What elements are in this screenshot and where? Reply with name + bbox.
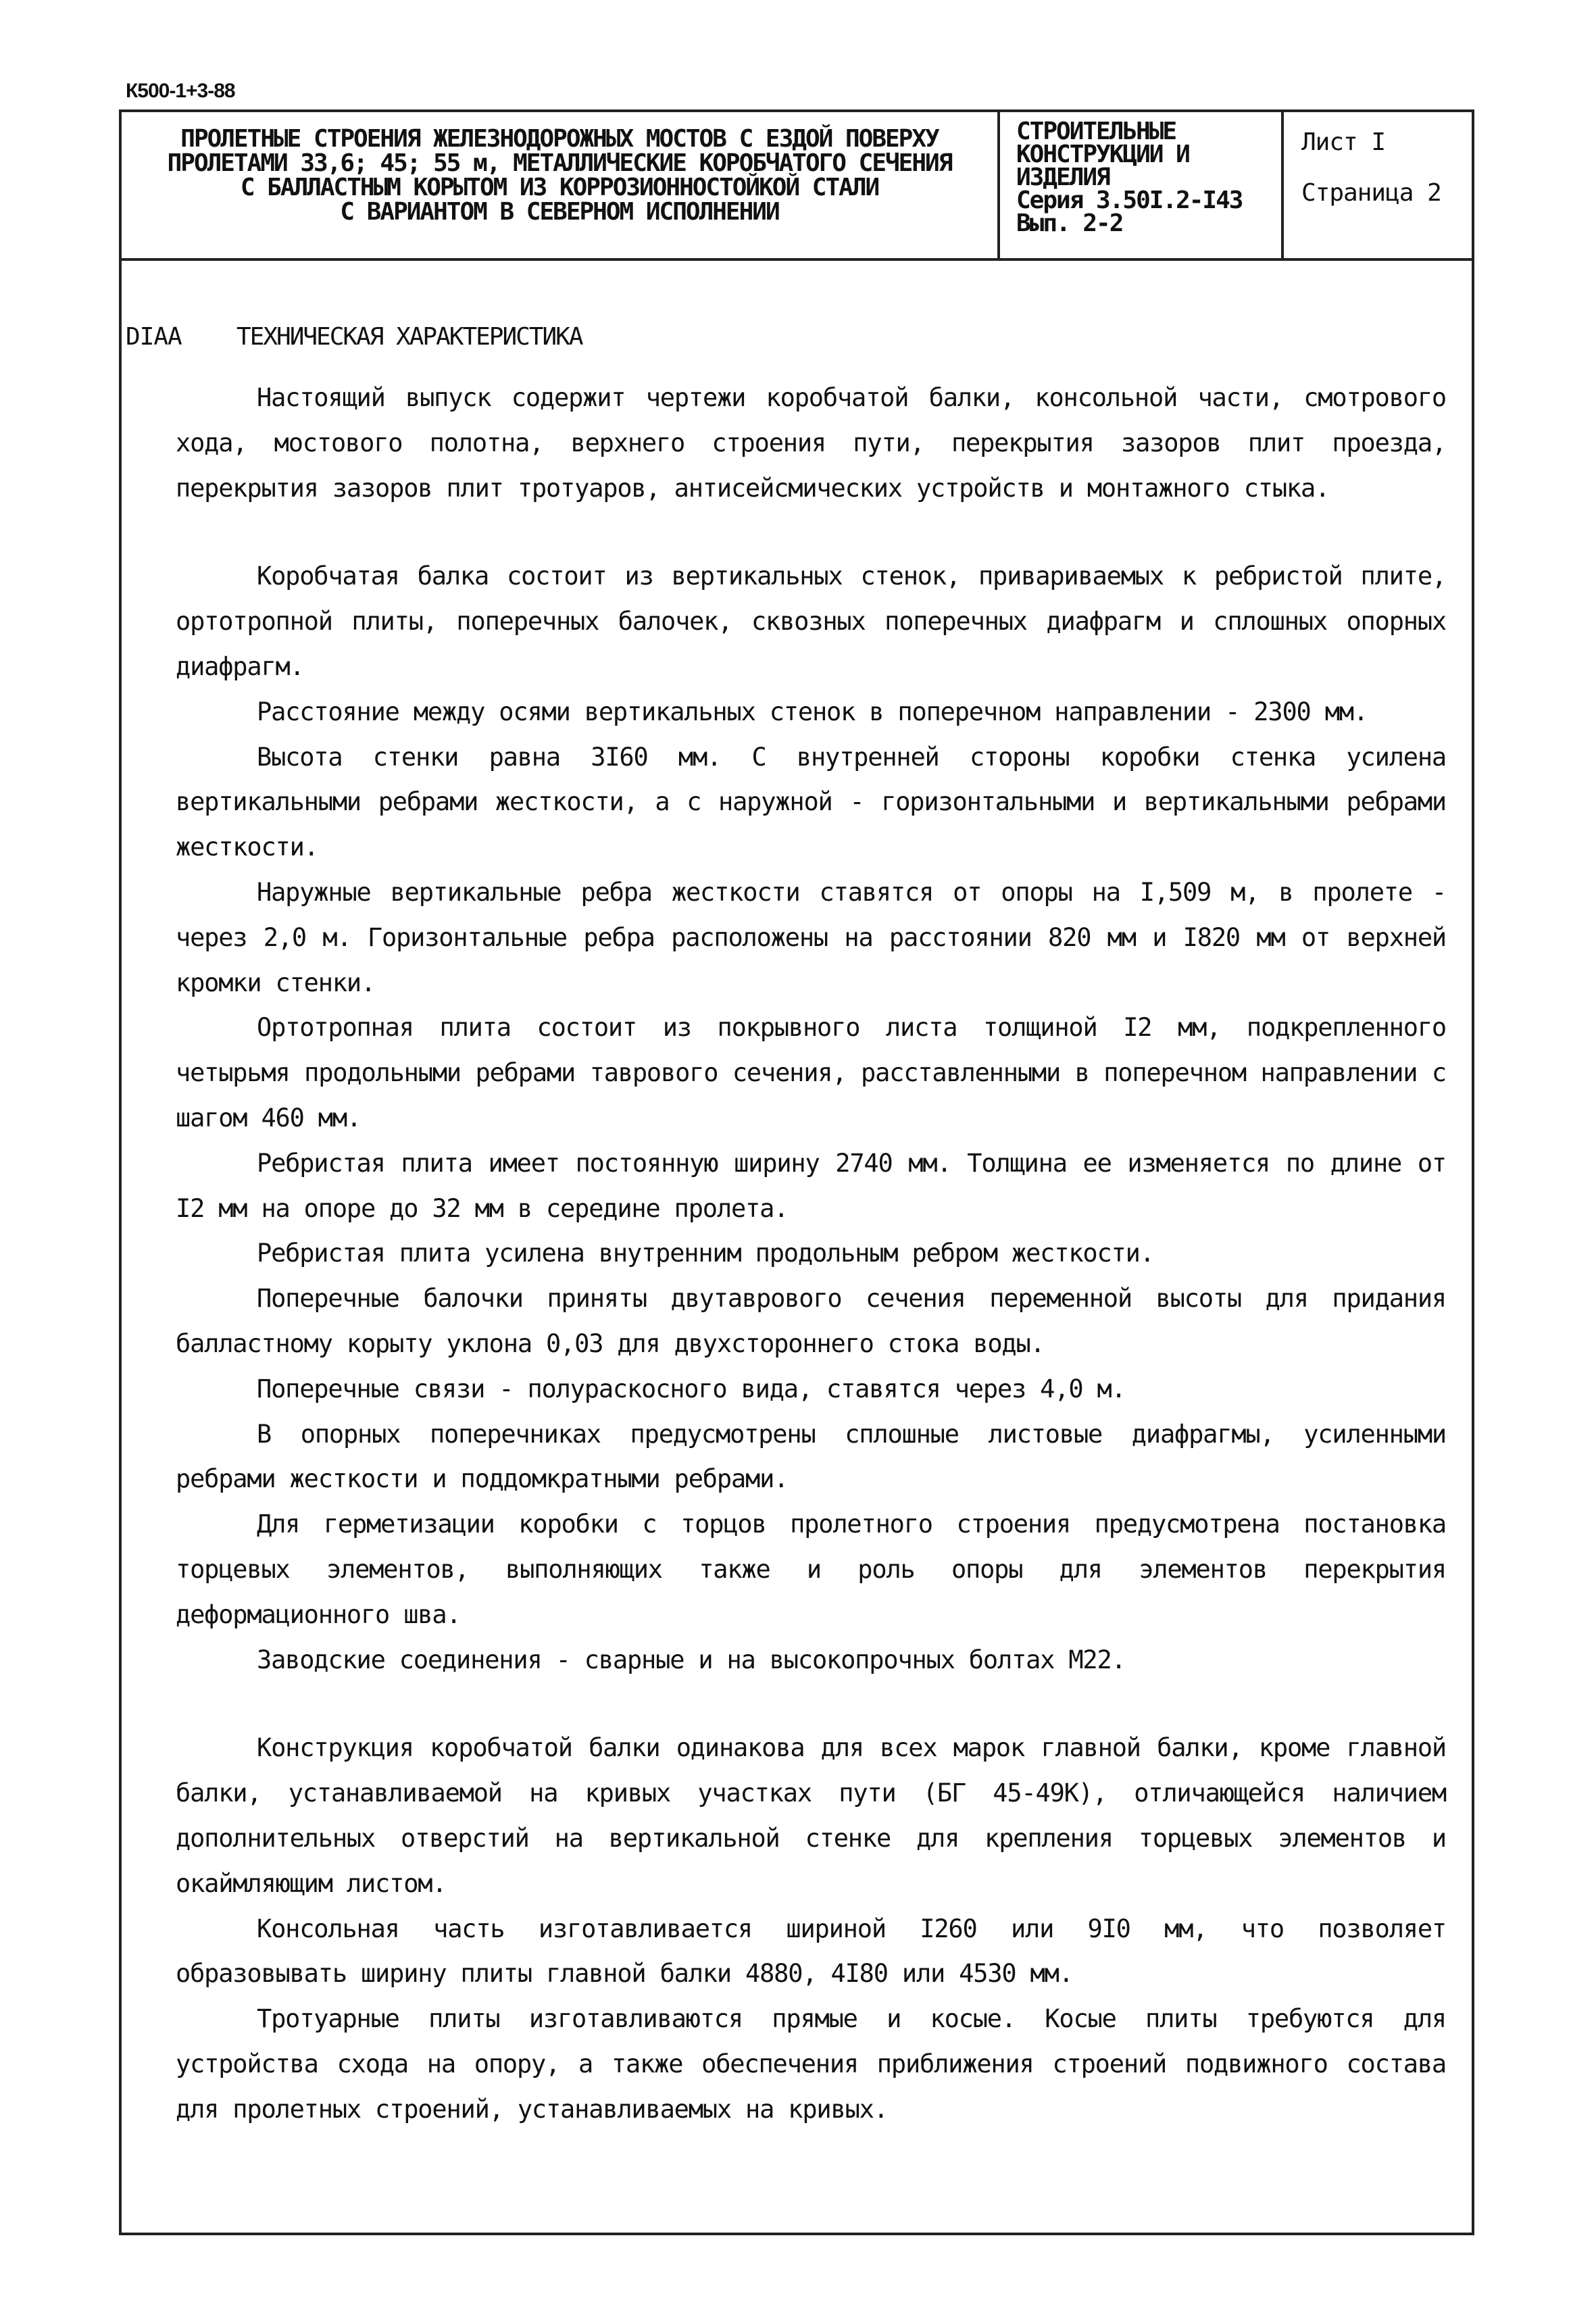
- paragraph: Высота стенки равна 3I60 мм. С внутренней стороны коробки стенка усилена вертикальными ребрами жесткости, а с наружной - горизонтальными и вертикальными ребрами жесткости.: [176, 742, 1446, 862]
- series-line: СТРОИТЕЛЬНЫЕ: [1016, 118, 1176, 145]
- paragraph: Коробчатая балка состоит из вертикальных стенок, привариваемых к ребристой плите, ортотропной плиты, поперечных балочек, сквозных поперечных диафрагм и сплошных опорных диафрагм.: [176, 562, 1446, 681]
- paragraph: Для герметизации коробки с торцов пролетного строения предусмотрена постановка торцевых элементов, выполняющих также и роль опоры для элементов перекрытия деформационного шва.: [176, 1510, 1446, 1629]
- paragraph: Поперечные балочки приняты двутаврового сечения переменной высоты для придания балластному корыту уклона 0,03 для двухстороннего стока воды.: [176, 1284, 1446, 1358]
- paragraph: Ортотропная плита состоит из покрывного листа толщиной I2 мм, подкрепленного четырьмя продольными ребрами таврового сечения, расставленными в поперечном направлении с шагом 460 мм.: [176, 1013, 1446, 1132]
- paragraph: Настоящий выпуск содержит чертежи коробчатой балки, консольной части, смотрового хода, мостового полотна, верхнего строения пути, перекрытия зазоров плит проезда, перекрытия зазоров плит тротуаров, антисейсмических устройств и монтажного стыка.: [176, 383, 1446, 503]
- series-line: Вып. 2-2: [1016, 209, 1123, 237]
- paragraph: Заводские соединения - сварные и на высокопрочных болтах М22.: [257, 1645, 1126, 1674]
- paragraph: Наружные вертикальные ребра жесткости ставятся от опоры на I,509 м, в пролете - через 2,0 м. Горизонтальные ребра расположены на расстоянии 820 мм и I820 мм от верхней кромки стенки.: [176, 877, 1446, 997]
- section-code: DIAA: [126, 323, 182, 351]
- paragraph: Расстояние между осями вертикальных стенок в поперечном направлении - 2300 мм.: [257, 697, 1368, 726]
- title-line: С ВАРИАНТОМ В СЕВЕРНОМ ИСПОЛНЕНИИ: [340, 198, 779, 226]
- paragraph: Поперечные связи - полураскосного вида, ставятся через 4,0 м.: [257, 1374, 1126, 1403]
- title-line: С БАЛЛАСТНЫМ КОРЫТОМ ИЗ КОРРОЗИОННОСТОЙКОЙ СТАЛИ: [240, 174, 879, 201]
- paragraph: Конструкция коробчатой балки одинакова для всех марок главной балки, кроме главной балки, устанавливаемой на кривых участках пути (БГ 45-49К), отличающейся наличием дополнительных отверстий на вертикальной стенке для крепления торцевых элементов и окаймляющим листом.: [176, 1733, 1446, 1898]
- title-line: ПРОЛЕТНЫЕ СТРОЕНИЯ ЖЕЛЕЗНОДОРОЖНЫХ МОСТОВ С ЕЗДОЙ ПОВЕРХУ: [180, 125, 939, 153]
- paragraph: Консольная часть изготавливается шириной I260 или 9I0 мм, что позволяет образовывать ширину плиты главной балки 4880, 4I80 или 4530 мм.: [176, 1914, 1446, 1989]
- paragraph: Ребристая плита усилена внутренним продольным ребром жесткости.: [257, 1239, 1154, 1268]
- title-line: ПРОЛЕТАМИ 33,6; 45; 55 м, МЕТАЛЛИЧЕСКИЕ КОРОБЧАТОГО СЕЧЕНИЯ: [167, 149, 952, 177]
- section-title: ТЕХНИЧЕСКАЯ ХАРАКТЕРИСТИКА: [236, 323, 582, 351]
- series-line: КОНСТРУКЦИИ И: [1016, 141, 1189, 168]
- paragraph: В опорных поперечниках предусмотрены сплошные листовые диафрагмы, усиленными ребрами жесткости и поддомкратными ребрами.: [176, 1419, 1446, 1494]
- body-text: [176, 376, 1446, 2132]
- sheet-number: Лист I: [1301, 128, 1386, 156]
- document-code: К500-1+3-88: [126, 80, 235, 102]
- series-line: ИЗДЕЛИЯ: [1016, 164, 1109, 191]
- title-block: [122, 112, 1472, 261]
- paragraph: Тротуарные плиты изготавливаются прямые и косые. Косые плиты требуются для устройства схода на опору, а также обеспечения приближения строений подвижного состава для пролетных строений, устанавливаемых на кривых.: [176, 2004, 1446, 2124]
- title-block-sheet: [1284, 112, 1474, 258]
- series-line: Серия 3.50I.2-I43: [1016, 186, 1243, 214]
- title-block-series: [1000, 112, 1284, 258]
- paragraph: Ребристая плита имеет постоянную ширину 2740 мм. Толщина ее изменяется по длине от I2 мм на опоре до 32 мм в середине пролета.: [176, 1148, 1446, 1223]
- page-number: Страница 2: [1301, 179, 1441, 207]
- title-block-name: [122, 112, 1000, 258]
